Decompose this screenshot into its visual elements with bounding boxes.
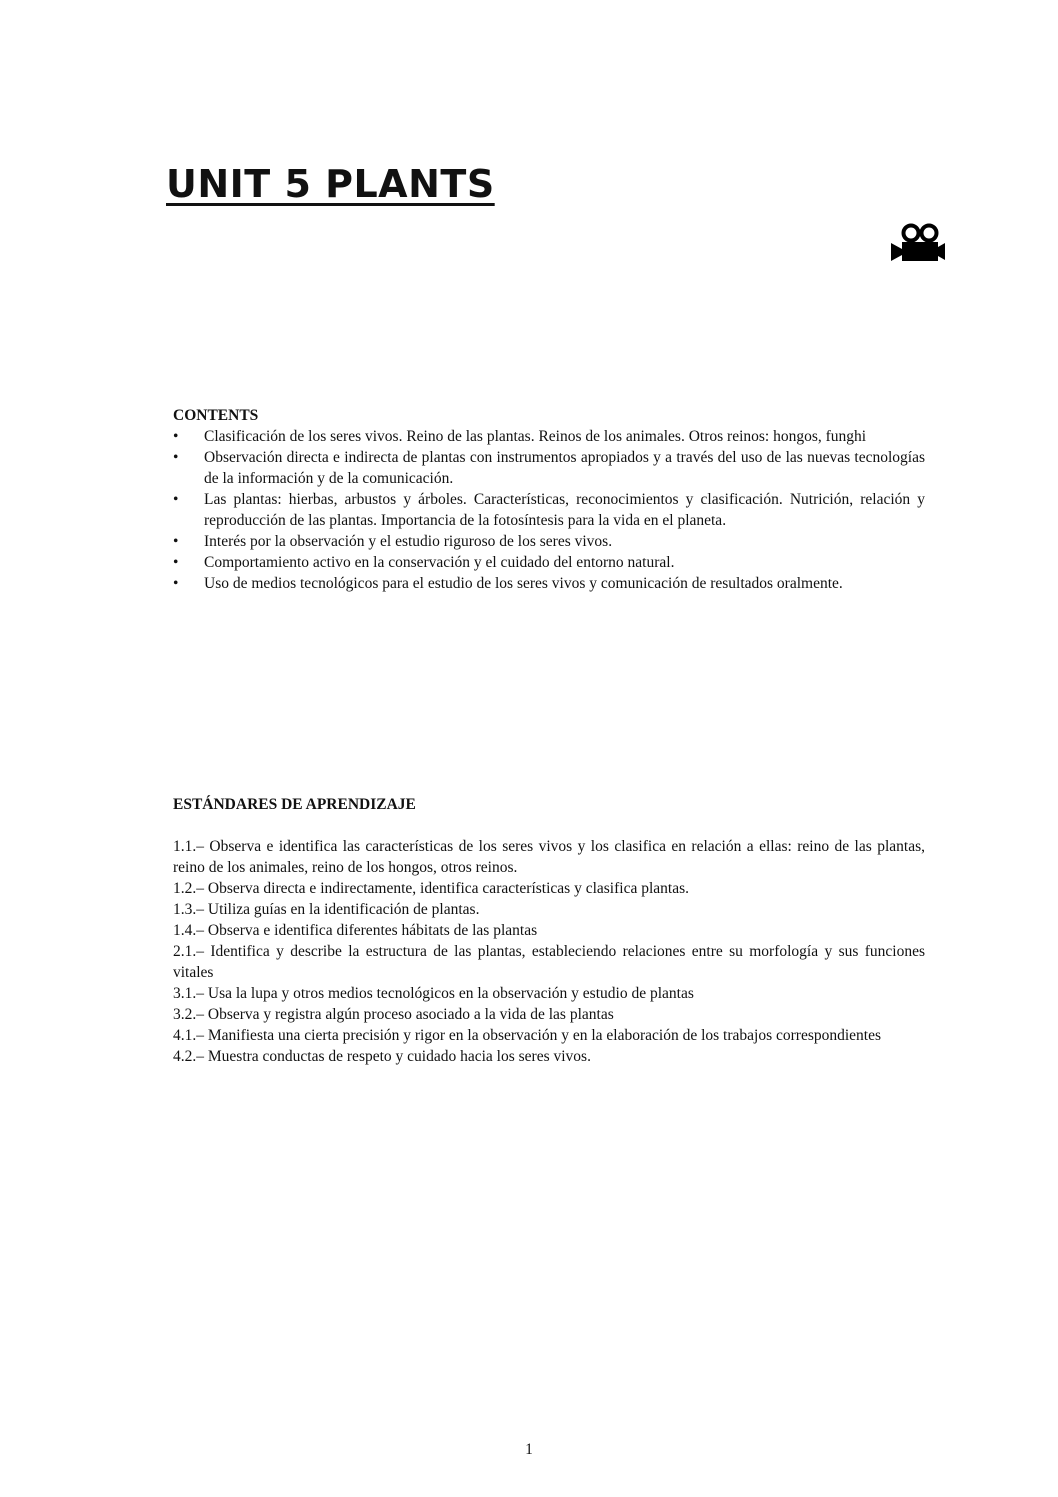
standard-item: 3.1.– Usa la lupa y otros medios tecnológicos en la observación y estudio de plantas <box>173 985 694 1002</box>
list-item-text: Observación directa e indirecta de plantas con instrumentos apropiados y a través del uso de las nuevas tecnologías de la información y de la comunicación. <box>204 449 925 487</box>
list-item <box>173 447 925 489</box>
standard-item: 4.2.– Muestra conductas de respeto y cuidado hacia los seres vivos. <box>173 1048 591 1065</box>
list-item <box>173 573 925 594</box>
list-item-text: Comportamiento activo en la conservación y el cuidado del entorno natural. <box>204 554 675 571</box>
bullet-icon: • <box>173 554 179 571</box>
standard-item: 2.1.– Identifica y describe la estructura de las plantas, estableciendo relaciones entre su morfología y sus funciones vitales <box>173 943 925 981</box>
list-item-text: Uso de medios tecnológicos para el estudio de los seres vivos y comunicación de resultados oralmente. <box>204 575 843 592</box>
page-number: 1 <box>525 1441 533 1458</box>
standards-section <box>173 794 925 1067</box>
bullet-icon: • <box>173 449 179 466</box>
list-item-text: Interés por la observación y el estudio riguroso de los seres vivos. <box>204 533 613 550</box>
standard-item: 4.1.– Manifiesta una cierta precisión y rigor en la observación y en la elaboración de los trabajos correspondientes <box>173 1027 882 1044</box>
bullet-icon: • <box>173 575 179 592</box>
bullet-icon: • <box>173 491 179 508</box>
standard-item: 1.2.– Observa directa e indirectamente, identifica características y clasifica plantas. <box>173 880 689 897</box>
list-item-text: Las plantas: hierbas, arbustos y árboles. Características, reconocimientos y clasificación. Nutrición, relación y reproducción de las plantas. Importancia de la fotosíntesis para la vida en el planeta. <box>204 491 925 529</box>
standard-item: 3.2.– Observa y registra algún proceso asociado a la vida de las plantas <box>173 1006 614 1023</box>
bullet-icon: • <box>173 428 179 445</box>
standards-list <box>173 836 925 1067</box>
contents-list <box>173 426 925 594</box>
page-title: UNIT 5 PLANTS <box>166 162 495 206</box>
list-item <box>173 489 925 531</box>
contents-heading: CONTENTS <box>173 407 259 424</box>
standard-item: 1.4.– Observa e identifica diferentes hábitats de las plantas <box>173 922 538 939</box>
list-item <box>173 426 925 447</box>
list-item-text: Clasificación de los seres vivos. Reino de las plantas. Reinos de los animales. Otros reinos: hongos, funghi <box>204 428 867 445</box>
contents-section <box>173 405 925 594</box>
bullet-icon: • <box>173 533 179 550</box>
list-item <box>173 531 925 552</box>
list-item <box>173 552 925 573</box>
standard-item: 1.1.– Observa e identifica las características de los seres vivos y los clasifica en relación a ellas: reino de las plantas, reino de los animales, reino de los hongos, otros reinos. <box>173 838 925 876</box>
standard-item: 1.3.– Utiliza guías en la identificación de plantas. <box>173 901 480 918</box>
standards-heading: ESTÁNDARES DE APRENDIZAJE <box>173 796 416 813</box>
video-camera-icon <box>888 222 946 264</box>
